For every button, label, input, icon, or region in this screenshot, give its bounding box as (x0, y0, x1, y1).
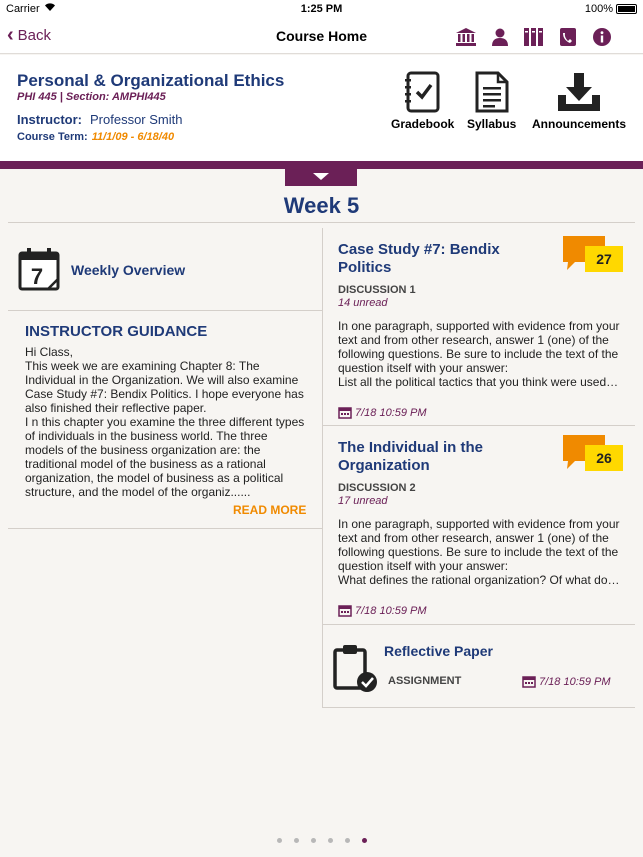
person-icon[interactable] (489, 26, 511, 48)
page-dot[interactable] (345, 838, 350, 843)
unread-count: 14 unread (338, 297, 388, 309)
guidance-line: structure, and the model of the organiz...... (25, 485, 251, 499)
course-term-value: 11/1/09 - 6/18/40 (91, 131, 175, 143)
chevron-left-icon: ‹ (7, 24, 14, 46)
prompt-line: What defines the rational organization? Of what do… (338, 573, 620, 587)
guidance-line: Hi Class, (25, 345, 74, 359)
prompt-line: question itself with your answer: (338, 559, 509, 573)
clipboard-check-icon (332, 644, 378, 694)
prompt-line: In one paragraph, supported with evidence from your (338, 517, 620, 531)
syllabus-label: Syllabus (467, 117, 517, 131)
collapse-toggle[interactable] (285, 169, 357, 186)
prompt-line: question itself with your answer: (338, 361, 509, 375)
calendar-day: 7 (30, 264, 44, 289)
guidance-title: INSTRUCTOR GUIDANCE (25, 323, 208, 340)
guidance-line: also finished their reflective paper. (25, 401, 207, 415)
gradebook-label: Gradebook (391, 117, 455, 131)
column-divider (322, 228, 323, 708)
calendar-small-icon (522, 675, 536, 688)
header-divider (0, 161, 643, 169)
course-code: PHI 445 | Section: AMPHI445 (17, 91, 166, 103)
guidance-text (25, 345, 307, 499)
status-time: 1:25 PM (300, 3, 343, 15)
announcements-label: Announcements (532, 117, 627, 131)
status-bar (0, 0, 643, 20)
guidance-line: organization, the model of business as a political (25, 471, 284, 485)
syllabus-button[interactable] (467, 71, 516, 131)
prompt-line: text and from other research, answer 1 (one) of the (338, 333, 609, 347)
calendar-small-icon (338, 406, 352, 419)
course-header (0, 55, 643, 161)
back-label: Back (17, 26, 52, 44)
course-term-label: Course Term: (17, 131, 88, 143)
discussion-type: DISCUSSION 2 (338, 482, 416, 494)
prompt-line: List all the political tactics that you think were used… (338, 375, 619, 389)
unread-badge[interactable] (563, 236, 627, 278)
unread-count: 17 unread (338, 495, 388, 507)
page-dot[interactable] (311, 838, 316, 843)
discussion-type: DISCUSSION 1 (338, 284, 416, 296)
nav-bar (0, 20, 643, 54)
prompt-line: In one paragraph, supported with evidence from your (338, 319, 620, 333)
badge-count: 27 (585, 246, 623, 272)
carrier-label: Carrier (6, 3, 40, 15)
due-date (338, 604, 628, 617)
page-indicator[interactable] (0, 838, 643, 843)
due-date (338, 406, 628, 419)
battery-icon (616, 4, 637, 14)
announcements-button[interactable] (532, 71, 626, 131)
discussion-title[interactable]: Case Study #7: Bendix Politics (338, 241, 500, 276)
due-date-text: 7/18 10:59 PM (539, 675, 611, 688)
page-dot[interactable] (328, 838, 333, 843)
course-term-row (17, 131, 174, 143)
guidance-line: This week we are examining Chapter 8: The (25, 359, 260, 373)
guidance-line: of individuals in the business world. The three (25, 429, 268, 443)
prompt-line: following questions. Be sure to include the text of the (338, 347, 619, 361)
page-dot[interactable] (294, 838, 299, 843)
prompt-line: text and from other research, answer 1 (one) of the (338, 531, 609, 545)
overview-divider (8, 310, 322, 311)
calendar-small-icon (338, 604, 352, 617)
card-divider (323, 624, 635, 625)
gradebook-icon (404, 71, 442, 113)
books-icon[interactable] (523, 26, 545, 48)
instructor-label: Instructor: (17, 112, 82, 127)
due-date-text: 7/18 10:59 PM (355, 604, 427, 617)
guidance-line: models of the business organization are: the (25, 443, 261, 457)
guidance-line: Case Study #7: Bendix Politics. I hope everyone has (25, 387, 304, 401)
instructor-name: Professor Smith (90, 112, 183, 127)
weekly-overview-label: Weekly Overview (71, 262, 186, 278)
unread-badge[interactable] (563, 435, 627, 477)
calendar-icon (18, 247, 60, 291)
phone-book-icon[interactable] (557, 26, 579, 48)
bottom-divider (323, 707, 635, 708)
instructor-row (17, 112, 182, 127)
guidance-line: traditional model of the business as a rational (25, 457, 266, 471)
battery-percent: 100% (584, 3, 613, 15)
syllabus-icon (474, 71, 510, 113)
due-date (522, 675, 611, 688)
discussion-prompt (338, 319, 620, 389)
course-title: Personal & Organizational Ethics (17, 71, 285, 90)
page-dot[interactable] (277, 838, 282, 843)
guidance-line: Individual in the Organization. We will also examine (25, 373, 299, 387)
download-tray-icon (555, 71, 603, 113)
discussion-prompt (338, 517, 620, 587)
assignment-title[interactable]: Reflective Paper (384, 643, 493, 659)
due-date-text: 7/18 10:59 PM (355, 406, 427, 419)
badge-count: 26 (585, 445, 623, 471)
page-dot[interactable] (362, 838, 367, 843)
read-more-link[interactable]: READ MORE (233, 503, 307, 517)
weekly-overview-button[interactable] (18, 247, 318, 297)
bank-icon[interactable] (455, 26, 477, 48)
assignment-card[interactable] (332, 640, 632, 700)
prompt-line: following questions. Be sure to include the text of the (338, 545, 619, 559)
guidance-divider (8, 528, 322, 529)
guidance-line: I n this chapter you examine the three different types (25, 415, 305, 429)
card-divider (323, 425, 635, 426)
page-title: Course Home (275, 28, 368, 44)
week-divider (8, 222, 635, 223)
week-title: Week 5 (283, 193, 360, 218)
discussion-title[interactable]: The Individual in the Organization (338, 439, 484, 474)
gradebook-button[interactable] (391, 71, 454, 131)
info-icon[interactable] (591, 26, 613, 48)
assignment-type: ASSIGNMENT (388, 675, 462, 687)
